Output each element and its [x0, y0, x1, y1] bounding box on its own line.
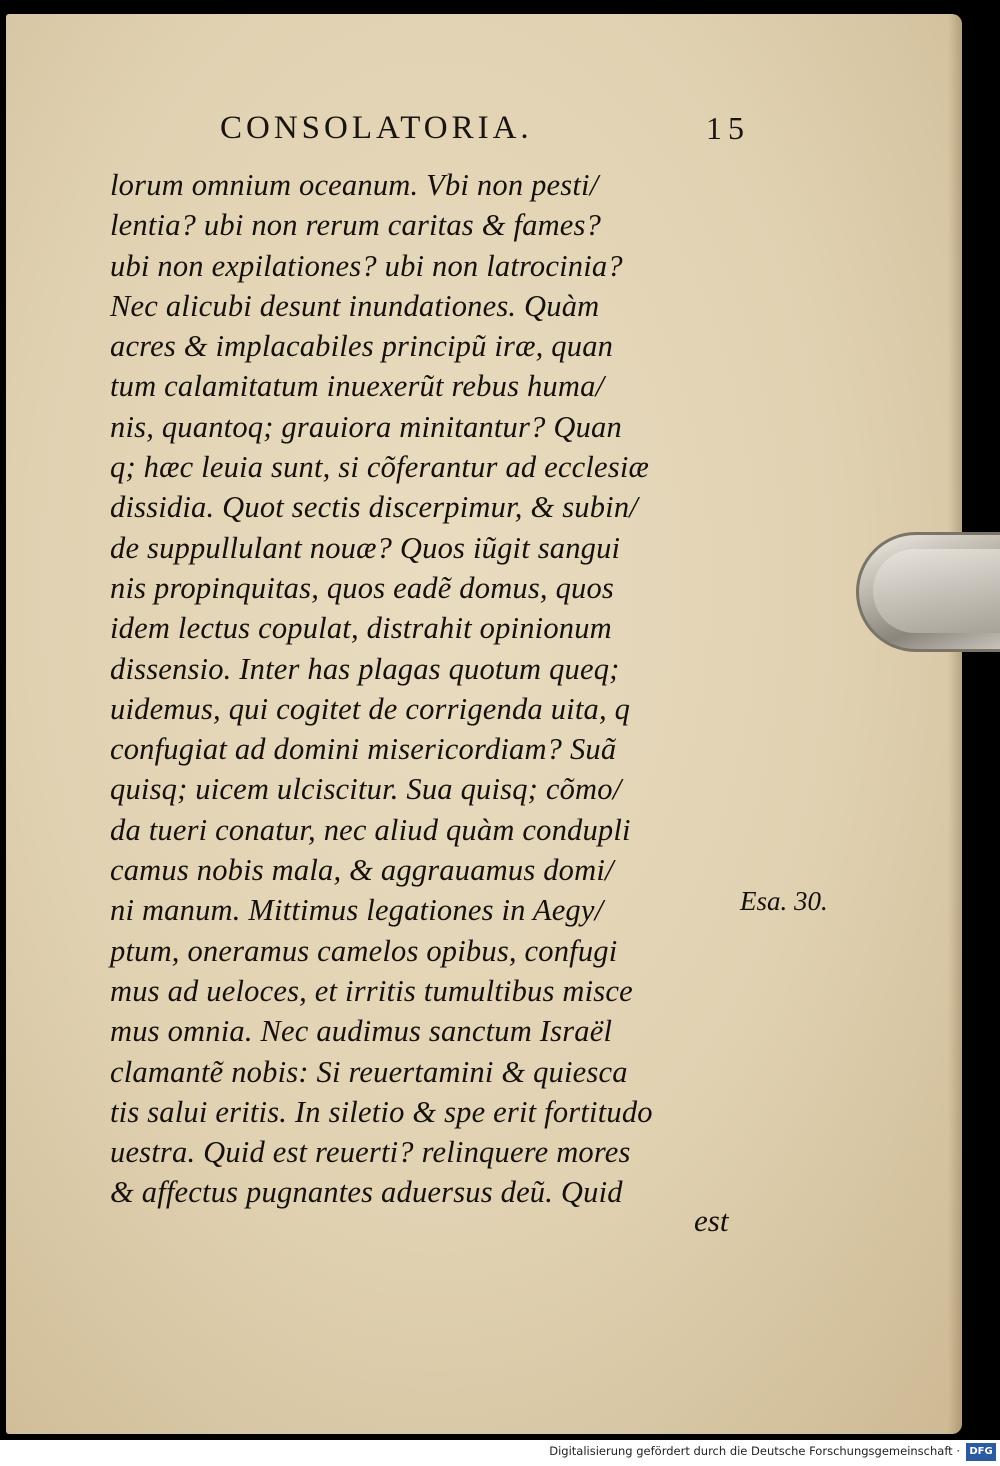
text-line: confugiat ad domini misericordiam? Suã — [110, 732, 617, 767]
main-text — [110, 165, 750, 1213]
running-head: CONSOLATORIA. — [220, 110, 533, 146]
marginal-note: Esa. 30. — [740, 886, 828, 916]
text-line: clamantẽ nobis: Si reuertamini & quiesca — [110, 1054, 628, 1089]
text-line: mus ad ueloces, et irritis tumultibus misce — [110, 973, 633, 1008]
text-line: de suppullulant nouæ? Quos iũgit sangui — [110, 530, 621, 565]
page-number: 15 — [706, 110, 750, 146]
text-line: nis propinquitas, quos eadẽ domus, quos — [110, 570, 615, 605]
page-clip-highlight — [873, 549, 1000, 633]
page-clip — [856, 532, 1000, 652]
text-line: ptum, oneramus camelos opibus, confugi — [110, 933, 618, 968]
text-line: lorum omnium oceanum. Vbi non pesti/ — [110, 168, 599, 202]
text-line: nis, quantoq; grauiora minitantur? Quan — [110, 409, 622, 444]
text-line: uidemus, qui cogitet de corrigenda uita, q — [110, 691, 631, 726]
text-line: Nec alicubi desunt inundationes. Quàm — [110, 288, 600, 323]
text-line: & affectus pugnantes aduersus deũ. Quid — [110, 1175, 623, 1210]
text-line: da tueri conatur, nec aliud quàm condupli — [110, 812, 631, 847]
text-line: tis salui eritis. In siletio & spe erit fortitudo — [110, 1094, 653, 1129]
catchword: est — [694, 1203, 729, 1238]
text-line: q; hæc leuia sunt, si cõferantur ad ecclesiæ — [110, 450, 650, 485]
text-line: ubi non expilationes? ubi non latrocinia? — [110, 248, 623, 283]
text-line: dissensio. Inter has plagas quotum queq; — [110, 651, 620, 686]
text-line: idem lectus copulat, distrahit opinionum — [110, 611, 612, 646]
text-line: tum calamitatum inuexerũt rebus huma/ — [110, 369, 605, 404]
text-line: acres & implacabiles principũ iræ, quan — [110, 329, 614, 364]
dfg-logo-icon: DFG — [966, 1443, 996, 1461]
page-edge-shadow — [948, 14, 962, 1434]
text-line: ni manum. Mittimus legationes in Aegy/ — [110, 893, 604, 928]
footer-bar — [0, 1440, 1000, 1466]
text-line: uestra. Quid est reuerti? relinquere mores — [110, 1135, 631, 1170]
text-line: mus omnia. Nec audimus sanctum Israël — [110, 1014, 613, 1049]
text-line: dissidia. Quot sectis discerpimur, & subin/ — [110, 490, 638, 525]
text-line: camus nobis mala, & aggrauamus domi/ — [110, 853, 614, 888]
text-line: quisq; uicem ulciscitur. Sua quisq; cõmo/ — [110, 772, 622, 807]
funding-credit: Digitalisierung gefördert durch die Deutsche Forschungsgemeinschaft · — [549, 1444, 960, 1458]
text-line: lentia? ubi non rerum caritas & fames? — [110, 208, 602, 243]
